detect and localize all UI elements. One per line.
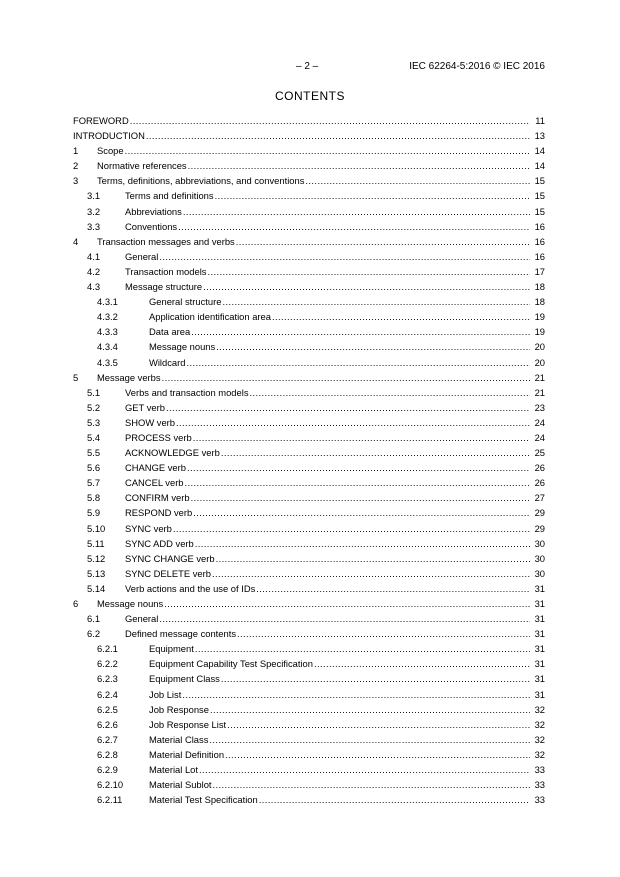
toc-entry-title: Equipment xyxy=(149,643,194,655)
toc-entry[interactable] xyxy=(73,128,545,143)
toc-entry-page: 19 xyxy=(534,311,545,323)
toc-entry-title: SYNC CHANGE verb xyxy=(125,552,215,564)
dot-leader xyxy=(183,204,530,219)
toc-entry-number: 6.2.10 xyxy=(97,779,124,791)
toc-entry-title: Terms, definitions, abbreviations, and conventions xyxy=(97,175,305,187)
toc-entry-number: 5.9 xyxy=(87,507,101,519)
toc-entry-page: 32 xyxy=(534,718,545,730)
toc-entry[interactable] xyxy=(73,324,545,339)
toc-entry-title: ACKNOWLEDGE verb xyxy=(125,447,220,459)
toc-entry-title: Material Sublot xyxy=(149,779,212,791)
toc-entry-title: Job Response List xyxy=(149,718,227,730)
toc-entry-number: 5.11 xyxy=(87,537,105,549)
toc-entry-page: 16 xyxy=(534,250,545,262)
toc-entry-title: Verbs and transaction models xyxy=(125,386,249,398)
page-number: – 2 – xyxy=(296,61,319,72)
toc-entry-number: 5.4 xyxy=(87,431,101,443)
toc-entry[interactable] xyxy=(73,505,545,520)
toc-entry-number: 6.2.6 xyxy=(97,718,118,730)
toc-entry[interactable] xyxy=(73,143,545,158)
toc-entry-page: 15 xyxy=(534,205,545,217)
dot-leader xyxy=(212,566,530,581)
toc-entry[interactable] xyxy=(73,596,545,611)
dot-leader xyxy=(221,671,530,686)
toc-entry[interactable] xyxy=(73,747,545,762)
toc-entry-title: Message nouns xyxy=(97,598,164,609)
toc-entry-number: 6.2.4 xyxy=(97,688,118,700)
toc-entry[interactable] xyxy=(73,249,545,264)
toc-entry-title: SHOW verb xyxy=(125,416,176,428)
dot-leader xyxy=(209,732,530,747)
dot-leader xyxy=(215,188,530,203)
toc-entry[interactable] xyxy=(73,430,545,445)
toc-entry-number: 3.3 xyxy=(87,220,101,232)
toc-entry-number: 5.5 xyxy=(87,447,101,459)
dot-leader xyxy=(213,777,530,792)
toc-entry-page: 17 xyxy=(534,265,545,277)
toc-entry-number: 6.2.7 xyxy=(97,733,118,745)
dot-leader xyxy=(216,339,530,354)
toc-entry-number: 5.13 xyxy=(87,567,106,579)
toc-entry[interactable] xyxy=(73,219,545,234)
toc-entry[interactable] xyxy=(73,626,545,641)
toc-entry[interactable] xyxy=(73,656,545,671)
toc-entry[interactable] xyxy=(73,339,545,354)
toc-entry-title: GET verb xyxy=(125,401,165,413)
toc-entry-number: 5.6 xyxy=(87,462,101,474)
toc-entry-number: 3 xyxy=(73,175,79,187)
toc-entry-number: 6.2.9 xyxy=(97,764,118,776)
toc-entry[interactable] xyxy=(73,702,545,717)
toc-entry[interactable] xyxy=(73,792,545,807)
toc-entry[interactable] xyxy=(73,385,545,400)
toc-entry-page: 31 xyxy=(534,643,545,655)
toc-entry[interactable] xyxy=(73,445,545,460)
toc-entry-title: Normative references xyxy=(97,160,187,172)
toc-entry[interactable] xyxy=(73,294,545,309)
toc-entry-title: Abbreviations xyxy=(125,205,182,217)
toc-entry-number: 6.2.5 xyxy=(97,703,118,715)
toc-entry-number: 4.3 xyxy=(87,281,101,293)
dot-leader xyxy=(193,430,530,445)
toc-entry-title: Message structure xyxy=(125,281,203,293)
toc-entry[interactable] xyxy=(73,234,545,249)
toc-entry[interactable] xyxy=(73,490,545,505)
toc-entry-page: 16 xyxy=(534,220,545,232)
toc-entry-number: 4.3.4 xyxy=(97,341,118,353)
toc-entry[interactable] xyxy=(73,279,545,294)
page-title: CONTENTS xyxy=(275,89,345,103)
dot-leader xyxy=(236,234,530,249)
toc-entry-page: 14 xyxy=(534,160,545,172)
toc-entry[interactable] xyxy=(73,370,545,385)
toc-entry-title: Equipment Class xyxy=(149,673,220,685)
toc-entry-title: RESPOND verb xyxy=(125,507,193,519)
dot-leader xyxy=(185,475,530,490)
toc-entry[interactable] xyxy=(73,264,545,279)
toc-entry-page: 33 xyxy=(534,794,545,806)
toc-entry-page: 32 xyxy=(534,733,545,745)
toc-entry-title: Message verbs xyxy=(97,371,161,383)
toc-entry-number: 5.2 xyxy=(87,401,101,413)
toc-entry-title: Material Lot xyxy=(149,764,198,776)
toc-entry-number: 2 xyxy=(73,160,79,172)
table-of-contents xyxy=(73,113,545,807)
toc-entry[interactable] xyxy=(73,762,545,777)
toc-entry[interactable] xyxy=(73,188,545,203)
dot-leader xyxy=(222,294,530,309)
dot-leader xyxy=(221,445,530,460)
toc-entry-page: 26 xyxy=(534,462,545,474)
toc-entry-title: Message nouns xyxy=(149,341,216,353)
toc-entry-title: SYNC ADD verb xyxy=(125,537,194,549)
toc-entry-page: 18 xyxy=(534,296,545,308)
dot-leader xyxy=(237,626,530,641)
toc-entry-title: Scope xyxy=(97,145,124,157)
toc-entry-title: Job Response xyxy=(149,703,209,715)
toc-entry-title: Material Definition xyxy=(149,748,225,760)
toc-entry-number: 4.3.3 xyxy=(97,326,118,338)
toc-entry[interactable] xyxy=(73,309,545,324)
toc-entry-number: 6.2.11 xyxy=(97,794,123,806)
toc-entry-number: 5.3 xyxy=(87,416,101,428)
toc-entry[interactable] xyxy=(73,475,545,490)
document-reference: IEC 62264-5:2016 © IEC 2016 xyxy=(409,61,545,72)
toc-entry-page: 32 xyxy=(534,703,545,715)
dot-leader xyxy=(250,385,530,400)
toc-entry[interactable] xyxy=(73,521,545,536)
toc-entry-number: 4.3.1 xyxy=(97,296,118,308)
dot-leader xyxy=(191,490,530,505)
toc-entry-title: Equipment Capability Test Specification xyxy=(149,658,313,670)
toc-entry-page: 31 xyxy=(534,582,545,594)
toc-entry-page: 20 xyxy=(534,356,545,368)
toc-entry-page: 29 xyxy=(534,522,545,534)
toc-entry[interactable] xyxy=(73,158,545,173)
toc-entry-title: Transaction messages and verbs xyxy=(97,235,235,247)
toc-entry[interactable] xyxy=(73,400,545,415)
toc-entry-page: 21 xyxy=(534,386,545,398)
toc-entry-page: 11 xyxy=(535,115,545,126)
toc-entry-page: 19 xyxy=(534,326,545,338)
toc-entry-number: 4.3.2 xyxy=(97,311,118,323)
dot-leader xyxy=(259,792,530,807)
toc-entry-page: 20 xyxy=(534,341,545,353)
toc-entry-page: 30 xyxy=(534,567,545,579)
dot-leader xyxy=(166,400,530,415)
dot-leader xyxy=(191,324,530,339)
toc-entry-title: Job List xyxy=(149,688,182,700)
dot-leader xyxy=(187,460,530,475)
toc-entry-title: Data area xyxy=(149,326,191,338)
toc-entry-title: PROCESS verb xyxy=(125,431,192,443)
toc-entry-title: Terms and definitions xyxy=(125,190,214,202)
toc-entry[interactable] xyxy=(73,581,545,596)
toc-entry[interactable] xyxy=(73,536,545,551)
toc-entry-title: General xyxy=(125,613,159,625)
toc-entry-page: 31 xyxy=(534,628,545,640)
toc-entry-number: 1 xyxy=(73,145,79,157)
dot-leader xyxy=(203,279,530,294)
toc-entry-page: 31 xyxy=(534,658,545,670)
toc-entry-page: 31 xyxy=(534,598,545,609)
toc-entry-title: CONFIRM verb xyxy=(125,492,190,504)
toc-entry-page: 27 xyxy=(534,492,545,504)
toc-entry-title: Transaction models xyxy=(125,265,207,277)
dot-leader xyxy=(159,611,530,626)
toc-entry[interactable] xyxy=(73,415,545,430)
toc-entry-number: 4.2 xyxy=(87,265,101,277)
toc-entry-title: General xyxy=(125,250,159,262)
toc-entry-page: 30 xyxy=(534,552,545,564)
toc-entry-number: 4.3.5 xyxy=(97,356,118,368)
toc-entry-number: 4 xyxy=(73,235,79,247)
dot-leader xyxy=(195,536,530,551)
dot-leader xyxy=(210,702,530,717)
toc-entry[interactable] xyxy=(73,732,545,747)
toc-entry-number: 3.2 xyxy=(87,205,101,217)
toc-entry-title: SYNC verb xyxy=(125,522,172,534)
toc-entry-page: 14 xyxy=(534,145,545,157)
toc-entry-page: 33 xyxy=(534,779,545,791)
page-header xyxy=(0,61,620,75)
toc-entry[interactable] xyxy=(73,717,545,732)
toc-entry-title: Material Test Specification xyxy=(149,794,258,806)
toc-entry-page: 15 xyxy=(534,175,545,187)
toc-entry-page: 24 xyxy=(534,431,545,443)
toc-entry-number: 5.12 xyxy=(87,552,106,564)
toc-entry-page: 13 xyxy=(534,130,545,142)
toc-entry-title: SYNC DELETE verb xyxy=(125,567,211,579)
toc-entry-title: Wildcard xyxy=(149,356,186,368)
toc-entry[interactable] xyxy=(73,204,545,219)
toc-entry-title: Application identification area xyxy=(149,311,271,323)
dot-leader xyxy=(146,128,530,143)
dot-leader xyxy=(256,581,530,596)
dot-leader xyxy=(125,143,530,158)
toc-entry-number: 6.2.2 xyxy=(97,658,118,670)
dot-leader xyxy=(159,249,530,264)
dot-leader xyxy=(207,264,530,279)
dot-leader xyxy=(193,505,530,520)
toc-entry[interactable] xyxy=(73,460,545,475)
toc-entry-number: 6.2.8 xyxy=(97,748,118,760)
toc-entry-number: 5.10 xyxy=(87,522,106,534)
toc-entry[interactable] xyxy=(73,113,545,128)
toc-entry-page: 31 xyxy=(534,688,545,700)
toc-entry-page: 25 xyxy=(534,447,545,459)
toc-entry-number: 6 xyxy=(73,598,79,609)
dot-leader xyxy=(225,747,530,762)
dot-leader xyxy=(227,717,530,732)
toc-entry-page: 18 xyxy=(534,281,545,293)
toc-entry-number: 5.7 xyxy=(87,477,101,489)
toc-entry-title: FOREWORD xyxy=(73,115,129,126)
toc-entry-title: General structure xyxy=(149,296,222,308)
toc-entry-page: 26 xyxy=(534,477,545,489)
dot-leader xyxy=(195,641,530,656)
toc-entry-page: 21 xyxy=(534,371,545,383)
toc-entry-number: 6.2 xyxy=(87,628,101,640)
toc-entry-page: 31 xyxy=(534,673,545,685)
toc-entry[interactable] xyxy=(73,173,545,188)
dot-leader xyxy=(186,355,530,370)
toc-entry-page: 31 xyxy=(534,613,545,625)
toc-entry-page: 29 xyxy=(534,507,545,519)
toc-entry-number: 5.14 xyxy=(87,582,106,594)
toc-entry-number: 3.1 xyxy=(87,190,101,202)
toc-entry-page: 23 xyxy=(534,401,545,413)
dot-leader xyxy=(176,415,530,430)
dot-leader xyxy=(305,173,530,188)
toc-entry-page: 16 xyxy=(534,235,545,247)
toc-entry-page: 32 xyxy=(534,748,545,760)
toc-entry-title: Defined message contents xyxy=(125,628,237,640)
toc-entry-title: INTRODUCTION xyxy=(73,130,145,142)
toc-entry[interactable] xyxy=(73,611,545,626)
dot-leader xyxy=(199,762,530,777)
toc-entry-title: CANCEL verb xyxy=(125,477,184,489)
dot-leader xyxy=(178,219,530,234)
toc-entry[interactable] xyxy=(73,566,545,581)
dot-leader xyxy=(216,551,530,566)
toc-entry-number: 6.1 xyxy=(87,613,101,625)
toc-entry-number: 4.1 xyxy=(87,250,101,262)
dot-leader xyxy=(164,596,530,611)
toc-entry-title: Material Class xyxy=(149,733,209,745)
toc-entry[interactable] xyxy=(73,551,545,566)
toc-entry-number: 5.8 xyxy=(87,492,101,504)
toc-entry-title: Conventions xyxy=(125,220,178,232)
dot-leader xyxy=(182,687,530,702)
toc-entry[interactable] xyxy=(73,671,545,686)
toc-entry-page: 30 xyxy=(534,537,545,549)
toc-entry-page: 33 xyxy=(534,764,545,776)
toc-entry[interactable] xyxy=(73,355,545,370)
dot-leader xyxy=(314,656,530,671)
toc-entry-page: 15 xyxy=(534,190,545,202)
toc-entry-number: 5.1 xyxy=(87,386,101,398)
dot-leader xyxy=(173,521,530,536)
dot-leader xyxy=(130,113,530,128)
toc-entry-number: 6.2.3 xyxy=(97,673,118,685)
toc-entry-number: 5 xyxy=(73,371,79,383)
toc-entry-page: 24 xyxy=(534,416,545,428)
dot-leader xyxy=(272,309,530,324)
toc-entry-number: 6.2.1 xyxy=(97,643,118,655)
toc-entry[interactable] xyxy=(73,777,545,792)
dot-leader xyxy=(162,370,530,385)
toc-entry[interactable] xyxy=(73,687,545,702)
toc-entry-title: Verb actions and the use of IDs xyxy=(125,582,256,594)
toc-entry[interactable] xyxy=(73,641,545,656)
toc-entry-title: CHANGE verb xyxy=(125,462,186,474)
dot-leader xyxy=(188,158,530,173)
